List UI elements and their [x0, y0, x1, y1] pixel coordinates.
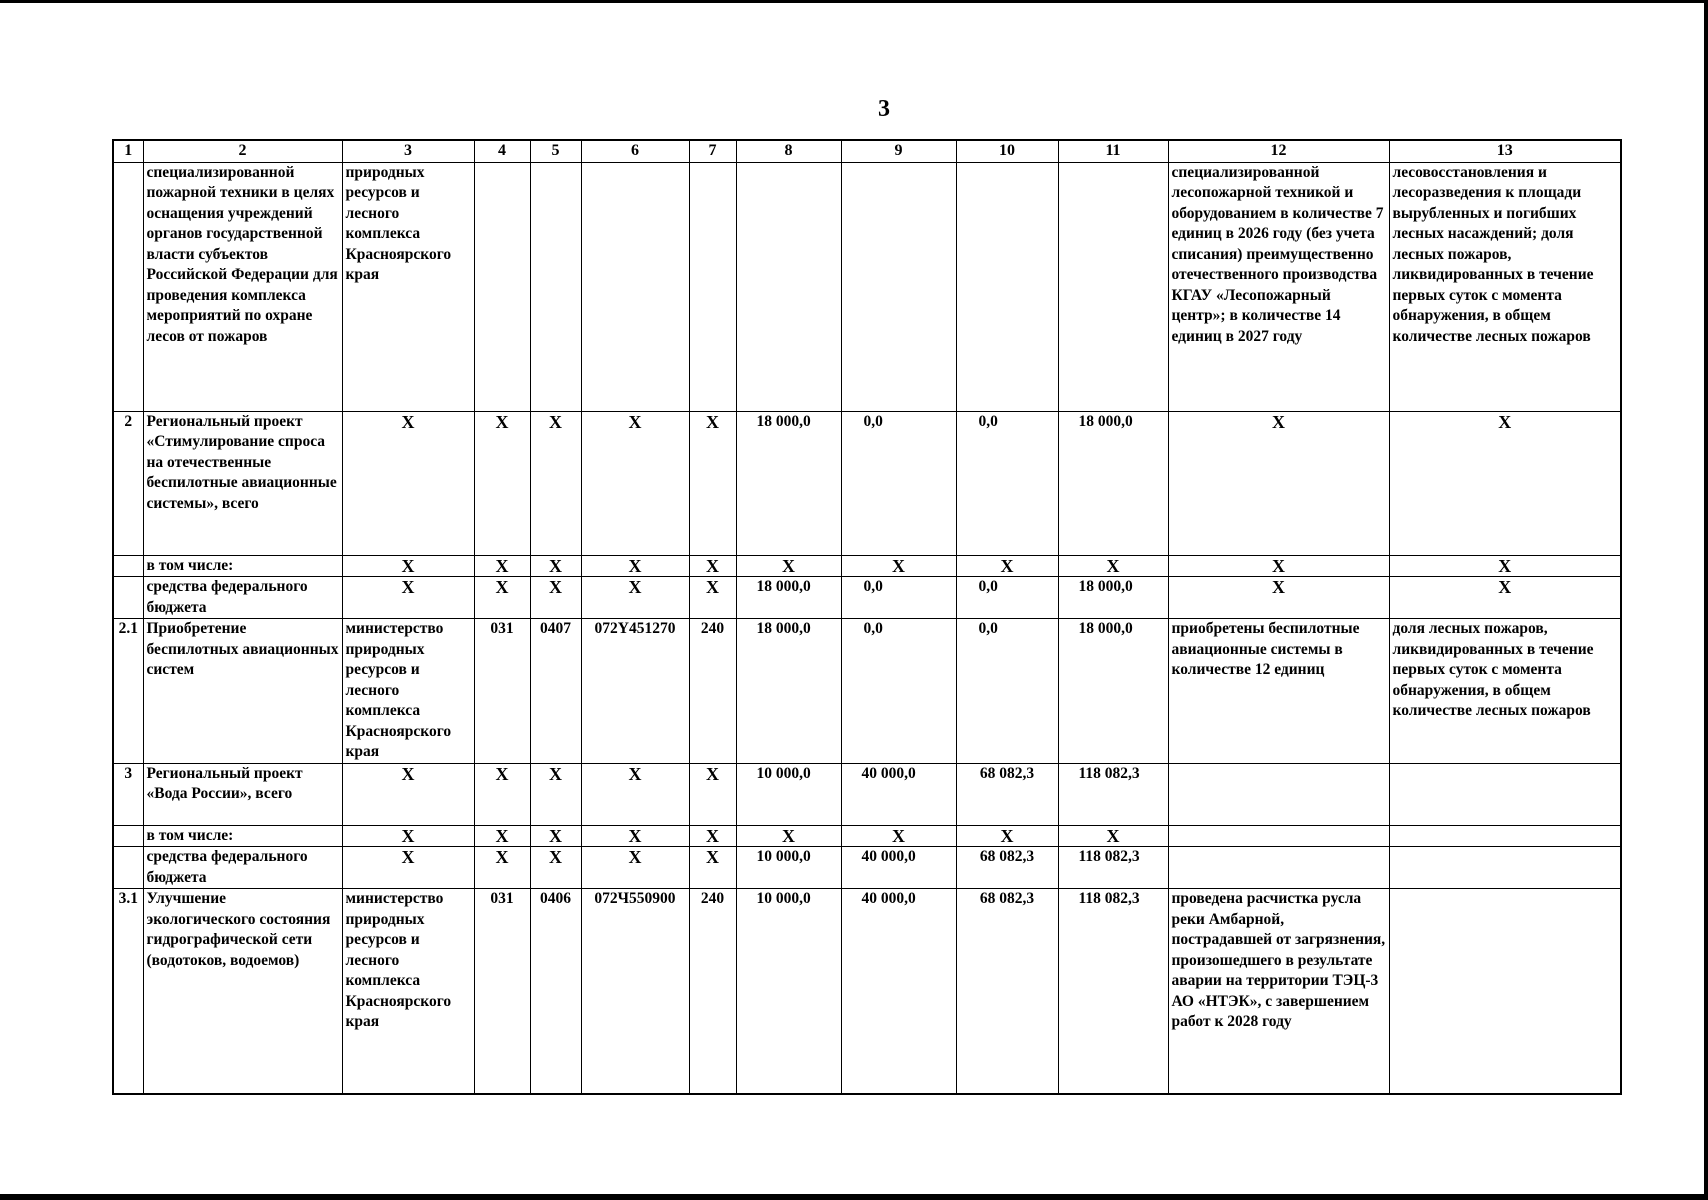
- amount-cell: 10 000,0: [736, 847, 841, 889]
- page-border-bottom: [0, 1194, 1708, 1200]
- expected-result-cell: Х: [1168, 577, 1389, 619]
- section-code-cell: [530, 162, 581, 411]
- indicator-cell: лесовосстановления и лесоразведения к площади вырубленных и погибших лесных насаждений; доля лесных пожаров, ликвидированных в течение первых суток с момента обнаружения, в общем количестве лесных пожаров: [1389, 162, 1621, 411]
- expected-result-cell: специализированной лесопожарной техникой и оборудованием в количестве 7 единиц в 2026 году (без учета списания) преимущественно отечественного производства КГАУ «Лесопожарный центр»; в количестве 14 единиц в 2027 году: [1168, 162, 1389, 411]
- column-header: 8: [736, 140, 841, 162]
- total-cell: 118 082,3: [1058, 763, 1168, 825]
- total-cell: Х: [1058, 555, 1168, 577]
- table-row: [113, 555, 1621, 577]
- row-index-cell: [113, 555, 143, 577]
- grbs-code-cell: 031: [474, 889, 530, 1094]
- grbs-code-cell: Х: [474, 847, 530, 889]
- expense-type-cell: Х: [689, 411, 736, 555]
- event-name-cell: в том числе:: [143, 555, 342, 577]
- column-header: 2: [143, 140, 342, 162]
- column-header: 7: [689, 140, 736, 162]
- event-name-cell: средства федерального бюджета: [143, 577, 342, 619]
- amount-cell: Х: [841, 825, 956, 847]
- expected-result-cell: [1168, 763, 1389, 825]
- executor-cell: Х: [342, 555, 474, 577]
- row-index-cell: [113, 577, 143, 619]
- event-name-cell: в том числе:: [143, 825, 342, 847]
- table-row: [113, 889, 1621, 1094]
- amount-cell: 18 000,0: [736, 411, 841, 555]
- grbs-code-cell: Х: [474, 555, 530, 577]
- amount-cell: 68 082,3: [956, 889, 1058, 1094]
- expense-type-cell: Х: [689, 847, 736, 889]
- row-index-cell: 3.1: [113, 889, 143, 1094]
- section-code-cell: Х: [530, 825, 581, 847]
- column-number-row: [113, 140, 1621, 162]
- grbs-code-cell: Х: [474, 763, 530, 825]
- row-index-cell: [113, 162, 143, 411]
- expected-result-cell: Х: [1168, 411, 1389, 555]
- executor-cell: природных ресурсов и лесного комплекса Красноярского края: [342, 162, 474, 411]
- indicator-cell: [1389, 889, 1621, 1094]
- total-cell: 118 082,3: [1058, 889, 1168, 1094]
- indicator-cell: [1389, 847, 1621, 889]
- indicator-cell: Х: [1389, 577, 1621, 619]
- table-row: [113, 619, 1621, 764]
- amount-cell: [841, 162, 956, 411]
- executor-cell: министерство природных ресурсов и лесного комплекса Красноярского края: [342, 889, 474, 1094]
- executor-cell: Х: [342, 577, 474, 619]
- row-index-cell: 3: [113, 763, 143, 825]
- amount-cell: 40 000,0: [841, 889, 956, 1094]
- indicator-cell: доля лесных пожаров, ликвидированных в течение первых суток с момента обнаружения, в общем количестве лесных пожаров: [1389, 619, 1621, 764]
- grbs-code-cell: [474, 162, 530, 411]
- section-code-cell: Х: [530, 847, 581, 889]
- section-code-cell: Х: [530, 763, 581, 825]
- target-article-cell: Х: [581, 825, 689, 847]
- section-code-cell: 0406: [530, 889, 581, 1094]
- section-code-cell: Х: [530, 577, 581, 619]
- executor-cell: Х: [342, 763, 474, 825]
- table-row: [113, 763, 1621, 825]
- event-name-cell: специализированной пожарной техники в целях оснащения учреждений органов государственной власти субъектов Российской Федерации для проведения комплекса мероприятий по охране лесов от пожаров: [143, 162, 342, 411]
- column-header: 3: [342, 140, 474, 162]
- page-border-right: [1704, 0, 1708, 1200]
- column-header: 4: [474, 140, 530, 162]
- column-header: 10: [956, 140, 1058, 162]
- target-article-cell: [581, 162, 689, 411]
- event-name-cell: средства федерального бюджета: [143, 847, 342, 889]
- table-row: [113, 162, 1621, 411]
- amount-cell: Х: [736, 825, 841, 847]
- expense-type-cell: Х: [689, 577, 736, 619]
- amount-cell: 40 000,0: [841, 763, 956, 825]
- expected-result-cell: [1168, 847, 1389, 889]
- expense-type-cell: 240: [689, 619, 736, 764]
- grbs-code-cell: Х: [474, 825, 530, 847]
- expense-type-cell: [689, 162, 736, 411]
- indicator-cell: [1389, 825, 1621, 847]
- amount-cell: 0,0: [956, 619, 1058, 764]
- row-index-cell: 2.1: [113, 619, 143, 764]
- column-header: 12: [1168, 140, 1389, 162]
- executor-cell: Х: [342, 411, 474, 555]
- amount-cell: 18 000,0: [736, 619, 841, 764]
- amount-cell: Х: [841, 555, 956, 577]
- page-border-top: [0, 0, 1708, 3]
- grbs-code-cell: Х: [474, 411, 530, 555]
- target-article-cell: 072Y451270: [581, 619, 689, 764]
- column-header: 6: [581, 140, 689, 162]
- amount-cell: 0,0: [956, 411, 1058, 555]
- amount-cell: 0,0: [841, 411, 956, 555]
- expected-result-cell: приобретены беспилотные авиационные системы в количестве 12 единиц: [1168, 619, 1389, 764]
- section-code-cell: Х: [530, 555, 581, 577]
- total-cell: 18 000,0: [1058, 411, 1168, 555]
- column-header: 11: [1058, 140, 1168, 162]
- amount-cell: Х: [956, 555, 1058, 577]
- expense-type-cell: 240: [689, 889, 736, 1094]
- event-name-cell: Улучшение экологического состояния гидрографической сети (водотоков, водоемов): [143, 889, 342, 1094]
- amount-cell: 68 082,3: [956, 763, 1058, 825]
- total-cell: 118 082,3: [1058, 847, 1168, 889]
- amount-cell: 0,0: [841, 577, 956, 619]
- target-article-cell: Х: [581, 847, 689, 889]
- row-index-cell: 2: [113, 411, 143, 555]
- table-row: [113, 825, 1621, 847]
- table-row: [113, 411, 1621, 555]
- row-index-cell: [113, 825, 143, 847]
- target-article-cell: Х: [581, 763, 689, 825]
- amount-cell: 0,0: [841, 619, 956, 764]
- expense-type-cell: Х: [689, 555, 736, 577]
- page-number: 3: [878, 96, 890, 122]
- amount-cell: [956, 162, 1058, 411]
- indicator-cell: Х: [1389, 555, 1621, 577]
- total-cell: [1058, 162, 1168, 411]
- column-header: 13: [1389, 140, 1621, 162]
- grbs-code-cell: Х: [474, 577, 530, 619]
- executor-cell: министерство природных ресурсов и лесного комплекса Красноярского края: [342, 619, 474, 764]
- expected-result-cell: Х: [1168, 555, 1389, 577]
- target-article-cell: Х: [581, 577, 689, 619]
- column-header: 9: [841, 140, 956, 162]
- amount-cell: Х: [736, 555, 841, 577]
- target-article-cell: 072Ч550900: [581, 889, 689, 1094]
- row-index-cell: [113, 847, 143, 889]
- target-article-cell: Х: [581, 555, 689, 577]
- column-header: 5: [530, 140, 581, 162]
- event-name-cell: Региональный проект «Вода России», всего: [143, 763, 342, 825]
- table-row: [113, 577, 1621, 619]
- expected-result-cell: проведена расчистка русла реки Амбарной, пострадавшей от загрязнения, произошедшего в результате аварии на территории ТЭЦ-3 АО «НТЭК», с завершением работ к 2028 году: [1168, 889, 1389, 1094]
- event-name-cell: Региональный проект «Стимулирование спроса на отечественные беспилотные авиационные системы», всего: [143, 411, 342, 555]
- grbs-code-cell: 031: [474, 619, 530, 764]
- target-article-cell: Х: [581, 411, 689, 555]
- amount-cell: 40 000,0: [841, 847, 956, 889]
- total-cell: Х: [1058, 825, 1168, 847]
- executor-cell: Х: [342, 847, 474, 889]
- amount-cell: 0,0: [956, 577, 1058, 619]
- event-name-cell: Приобретение беспилотных авиационных систем: [143, 619, 342, 764]
- section-code-cell: 0407: [530, 619, 581, 764]
- amount-cell: 10 000,0: [736, 889, 841, 1094]
- expense-type-cell: Х: [689, 825, 736, 847]
- amount-cell: [736, 162, 841, 411]
- expected-result-cell: [1168, 825, 1389, 847]
- section-code-cell: Х: [530, 411, 581, 555]
- budget-table: [112, 139, 1622, 1095]
- indicator-cell: [1389, 763, 1621, 825]
- executor-cell: Х: [342, 825, 474, 847]
- amount-cell: 18 000,0: [736, 577, 841, 619]
- total-cell: 18 000,0: [1058, 577, 1168, 619]
- table-row: [113, 847, 1621, 889]
- column-header: 1: [113, 140, 143, 162]
- expense-type-cell: Х: [689, 763, 736, 825]
- indicator-cell: Х: [1389, 411, 1621, 555]
- total-cell: 18 000,0: [1058, 619, 1168, 764]
- amount-cell: Х: [956, 825, 1058, 847]
- amount-cell: 68 082,3: [956, 847, 1058, 889]
- amount-cell: 10 000,0: [736, 763, 841, 825]
